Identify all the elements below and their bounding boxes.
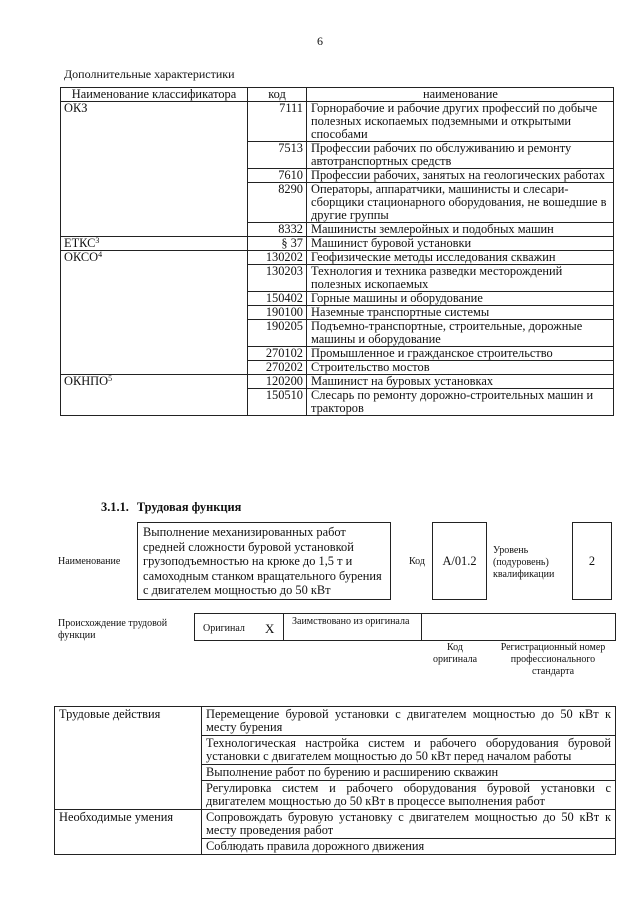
- classifier-cell: [61, 102, 248, 142]
- origin-label: Происхождение трудовой функции: [58, 618, 168, 641]
- table-row: [61, 306, 614, 320]
- name-cell: Горнорабочие и рабочие других профессий по добыче полезных ископаемых подземными и открытыми способами: [307, 102, 614, 142]
- table-row: [55, 707, 616, 736]
- classifier-cell: [61, 169, 248, 183]
- skill-group-label: Необходимые умения: [55, 810, 202, 855]
- labor-action-item: Выполнение работ по бурению и расширению скважин: [202, 765, 616, 781]
- code-cell: 130203: [248, 265, 307, 292]
- function-name-box: Выполнение механизированных работ средней сложности буровой установкой грузоподъемностью на крюке до 1,5 т и самоходным станком вращательного бурения с двигателем мощностью до 50 кВт: [137, 522, 391, 600]
- table-row: [61, 223, 614, 237]
- code-cell: § 37: [248, 237, 307, 251]
- code-cell: 130202: [248, 251, 307, 265]
- name-cell: Слесарь по ремонту дорожно-строительных машин и тракторов: [307, 389, 614, 416]
- name-cell: Геофизические методы исследования скважин: [307, 251, 614, 265]
- name-cell: Наземные транспортные системы: [307, 306, 614, 320]
- original-mark: X: [265, 621, 275, 636]
- reg-number-cell: [422, 613, 616, 641]
- code-cell: 7513: [248, 142, 307, 169]
- classifier-cell: [61, 320, 248, 347]
- code-cell: 190205: [248, 320, 307, 347]
- labor-action-item: Технологическая настройка систем и рабочего оборудования буровой установки с двигателем мощностью до 50 кВт перед началом работы: [202, 736, 616, 765]
- labor-action-item: Регулировка систем и рабочего оборудования буровой установки с двигателем мощностью до 50 кВт в процессе выполнения работ: [202, 781, 616, 810]
- code-cell: 7111: [248, 102, 307, 142]
- classifier-name: ОКНПО: [64, 374, 109, 388]
- function-title: Трудовая функция: [136, 500, 242, 514]
- name-cell: Технология и техника разведки месторождений полезных ископаемых: [307, 265, 614, 292]
- reg-number-label: Регистрационный номер профессионального стандарта: [500, 642, 606, 677]
- code-cell: 270202: [248, 361, 307, 375]
- table-row: [61, 251, 614, 265]
- code-cell: 190100: [248, 306, 307, 320]
- table-row: [61, 265, 614, 292]
- classifier-cell: [61, 306, 248, 320]
- classifier-cell: [61, 361, 248, 375]
- name-cell: Профессии рабочих по обслуживанию и ремонту автотранспортных средств: [307, 142, 614, 169]
- classifier-name: ОКЗ: [64, 101, 88, 115]
- code-label: Код: [409, 556, 425, 567]
- header-code: код: [248, 88, 307, 102]
- name-cell: Профессии рабочих, занятых на геологических работах: [307, 169, 614, 183]
- name-cell: Строительство мостов: [307, 361, 614, 375]
- name-label: Наименование: [58, 556, 121, 567]
- name-cell: Горные машины и оборудование: [307, 292, 614, 306]
- classifier-cell: [61, 375, 248, 389]
- function-number: 3.1.1.: [101, 500, 129, 514]
- footnote-ref: 5: [108, 374, 113, 383]
- borrowed-label: Заимствовано из оригинала: [292, 616, 410, 627]
- function-heading: [101, 500, 249, 515]
- classifier-name: ОКСО: [64, 250, 99, 264]
- code-cell: 150510: [248, 389, 307, 416]
- table-header-row: [61, 88, 614, 102]
- classifier-cell: [61, 251, 248, 265]
- footnote-ref: 4: [98, 250, 103, 259]
- labor-action-item: Перемещение буровой установки с двигателем мощностью до 50 кВт к месту бурения: [202, 707, 616, 736]
- code-cell: 270102: [248, 347, 307, 361]
- borrowed-cell: [284, 613, 422, 641]
- origin-boxes: [194, 613, 616, 641]
- table-row: [61, 183, 614, 223]
- name-cell: Подъемно-транспортные, строительные, дорожные машины и оборудование: [307, 320, 614, 347]
- name-cell: Машинист буровой установки: [307, 237, 614, 251]
- name-cell: Машинисты землеройных и подобных машин: [307, 223, 614, 237]
- original-cell: [194, 613, 284, 641]
- skill-item: Соблюдать правила дорожного движения: [202, 839, 616, 855]
- header-classifier: Наименование классификатора: [61, 88, 248, 102]
- classifier-cell: [61, 347, 248, 361]
- footnote-ref: 3: [95, 236, 100, 245]
- classifier-cell: [61, 237, 248, 251]
- code-cell: 150402: [248, 292, 307, 306]
- original-label: Оригинал: [203, 623, 245, 634]
- name-cell: Операторы, аппаратчики, машинисты и слесари-сборщики стационарного оборудования, не вошедшие в другие группы: [307, 183, 614, 223]
- additional-characteristics-title: Дополнительные характеристики: [64, 67, 235, 81]
- code-cell: 8332: [248, 223, 307, 237]
- table-row: [61, 102, 614, 142]
- classifier-cell: [61, 389, 248, 416]
- classifier-cell: [61, 183, 248, 223]
- table-row: [61, 169, 614, 183]
- classifier-cell: [61, 223, 248, 237]
- table-row: [61, 142, 614, 169]
- classifier-cell: [61, 265, 248, 292]
- table-row: [61, 347, 614, 361]
- code-cell: 7610: [248, 169, 307, 183]
- table-row: [55, 810, 616, 839]
- code-cell: 120200: [248, 375, 307, 389]
- table-row: [61, 237, 614, 251]
- code-cell: 8290: [248, 183, 307, 223]
- code-original-label: Код оригинала: [432, 642, 478, 665]
- qualification-level-label: Уровень (подуровень) квалификации: [493, 545, 555, 580]
- qualification-level-box: 2: [572, 522, 612, 600]
- labor-action-group-label: Трудовые действия: [55, 707, 202, 810]
- page-number: 6: [317, 34, 323, 48]
- classifiers-table: [60, 87, 614, 416]
- classifier-cell: [61, 292, 248, 306]
- table-row: [61, 375, 614, 389]
- name-cell: Машинист на буровых установках: [307, 375, 614, 389]
- skill-item: Сопровождать буровую установку с двигателем мощностью до 50 кВт к месту проведения работ: [202, 810, 616, 839]
- activities-table: [54, 706, 616, 855]
- classifier-name: ЕТКС: [64, 236, 96, 250]
- table-row: [61, 361, 614, 375]
- function-code-box: A/01.2: [432, 522, 487, 600]
- header-name: наименование: [307, 88, 614, 102]
- table-row: [61, 292, 614, 306]
- table-row: [61, 389, 614, 416]
- name-cell: Промышленное и гражданское строительство: [307, 347, 614, 361]
- classifier-cell: [61, 142, 248, 169]
- table-row: [61, 320, 614, 347]
